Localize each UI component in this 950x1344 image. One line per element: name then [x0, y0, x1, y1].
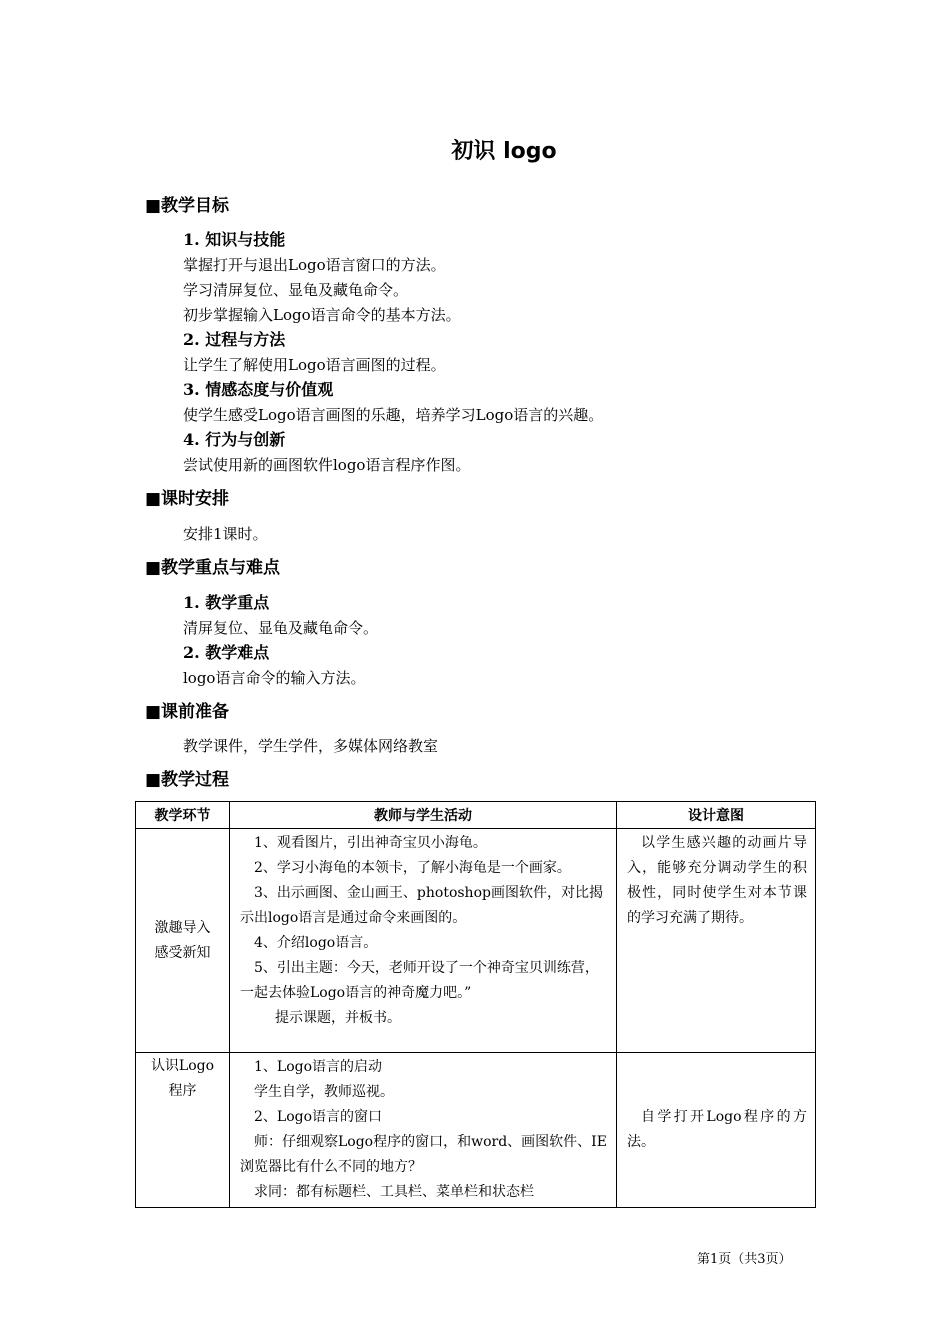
activity-line: 5、引出主题：今天，老师开设了一个神奇宝贝训练营，一起去体验Logo语言的神奇魔力吧。” [240, 960, 599, 1001]
objective-text: 掌握打开与退出Logo语言窗口的方法。 [183, 256, 446, 274]
table-row [136, 1053, 816, 1208]
objective-text: 使学生感受Logo语言画图的乐趣，培养学习Logo语言的兴趣。 [183, 406, 604, 424]
activity-line: 学生自学，教师巡视。 [254, 1084, 394, 1100]
column-header-activities: 教师与学生活动 [230, 802, 617, 829]
column-header-stage: 教学环节 [136, 802, 230, 829]
keypoint-heading-1: 1. 教学重点 [183, 593, 270, 612]
section-schedule-heading: ■课时安排 [145, 489, 230, 509]
stage-line: 程序 [168, 1083, 197, 1099]
page-title: 初识 logo [451, 139, 557, 164]
stage-line: 激趣导入 [154, 919, 211, 936]
objective-heading-4: 4. 行为与创新 [183, 430, 286, 449]
activity-line: 2、Logo语言的窗口 [254, 1109, 383, 1125]
activity-line: 1、Logo语言的启动 [254, 1059, 383, 1075]
stage-line: 认识Logo [150, 1058, 215, 1074]
keypoint-text: 清屏复位、显龟及藏龟命令。 [183, 619, 379, 637]
activity-line: 师：仔细观察Logo程序的窗口，和word、画图软件、IE浏览器比有什么不同的地方？ [240, 1134, 607, 1175]
activity-line: 3、出示画图、金山画王、photoshop画图软件，对比揭示出logo语言是通过命令来画图的。 [240, 885, 603, 926]
activity-line: 提示课题，并板书。 [275, 1010, 401, 1026]
activity-line: 2、学习小海龟的本领卡，了解小海龟是一个画家。 [254, 860, 571, 876]
intent-text: 以学生感兴趣的动画片导入，能够充分调动学生的积极性，同时使学生对本节课的学习充满了期待。 [627, 835, 807, 926]
schedule-text: 安排1课时。 [183, 525, 268, 543]
intent-cell [617, 1053, 816, 1208]
objective-text: 尝试使用新的画图软件logo语言程序作图。 [183, 456, 471, 474]
process-table [135, 801, 816, 1208]
stage-line: 感受新知 [154, 944, 211, 961]
stage-cell [136, 1053, 230, 1208]
keypoint-heading-2: 2. 教学难点 [183, 643, 270, 662]
activity-line: 求同：都有标题栏、工具栏、菜单栏和状态栏 [254, 1184, 534, 1200]
stage-cell [136, 829, 230, 1053]
table-row [136, 829, 816, 1053]
objective-heading-1: 1. 知识与技能 [183, 230, 286, 249]
section-process-heading: ■教学过程 [145, 770, 230, 790]
objective-heading-2: 2. 过程与方法 [183, 330, 286, 349]
activities-cell [230, 829, 617, 1053]
page-footer: 第1页（共3页） [697, 1252, 792, 1267]
prep-text: 教学课件，学生学件，多媒体网络教室 [183, 737, 439, 755]
section-prep-heading: ■课前准备 [145, 702, 230, 722]
activity-line: 1、观看图片，引出神奇宝贝小海龟。 [254, 835, 487, 851]
objective-heading-3: 3. 情感态度与价值观 [183, 380, 334, 399]
activity-line: 4、介绍logo语言。 [254, 935, 378, 951]
table-header-row [136, 802, 816, 829]
objective-text: 学习清屏复位、显龟及藏龟命令。 [183, 281, 409, 299]
activities-cell [230, 1053, 617, 1208]
keypoint-text: logo语言命令的输入方法。 [183, 669, 366, 687]
intent-text: 自学打开Logo程序的方法。 [627, 1109, 807, 1150]
column-header-intent: 设计意图 [617, 802, 816, 829]
section-objectives-heading: ■教学目标 [145, 196, 230, 216]
intent-cell [617, 829, 816, 1053]
objective-text: 初步掌握输入Logo语言命令的基本方法。 [183, 306, 461, 324]
section-keypoints-heading: ■教学重点与难点 [145, 558, 281, 578]
objective-text: 让学生了解使用Logo语言画图的过程。 [183, 356, 446, 374]
